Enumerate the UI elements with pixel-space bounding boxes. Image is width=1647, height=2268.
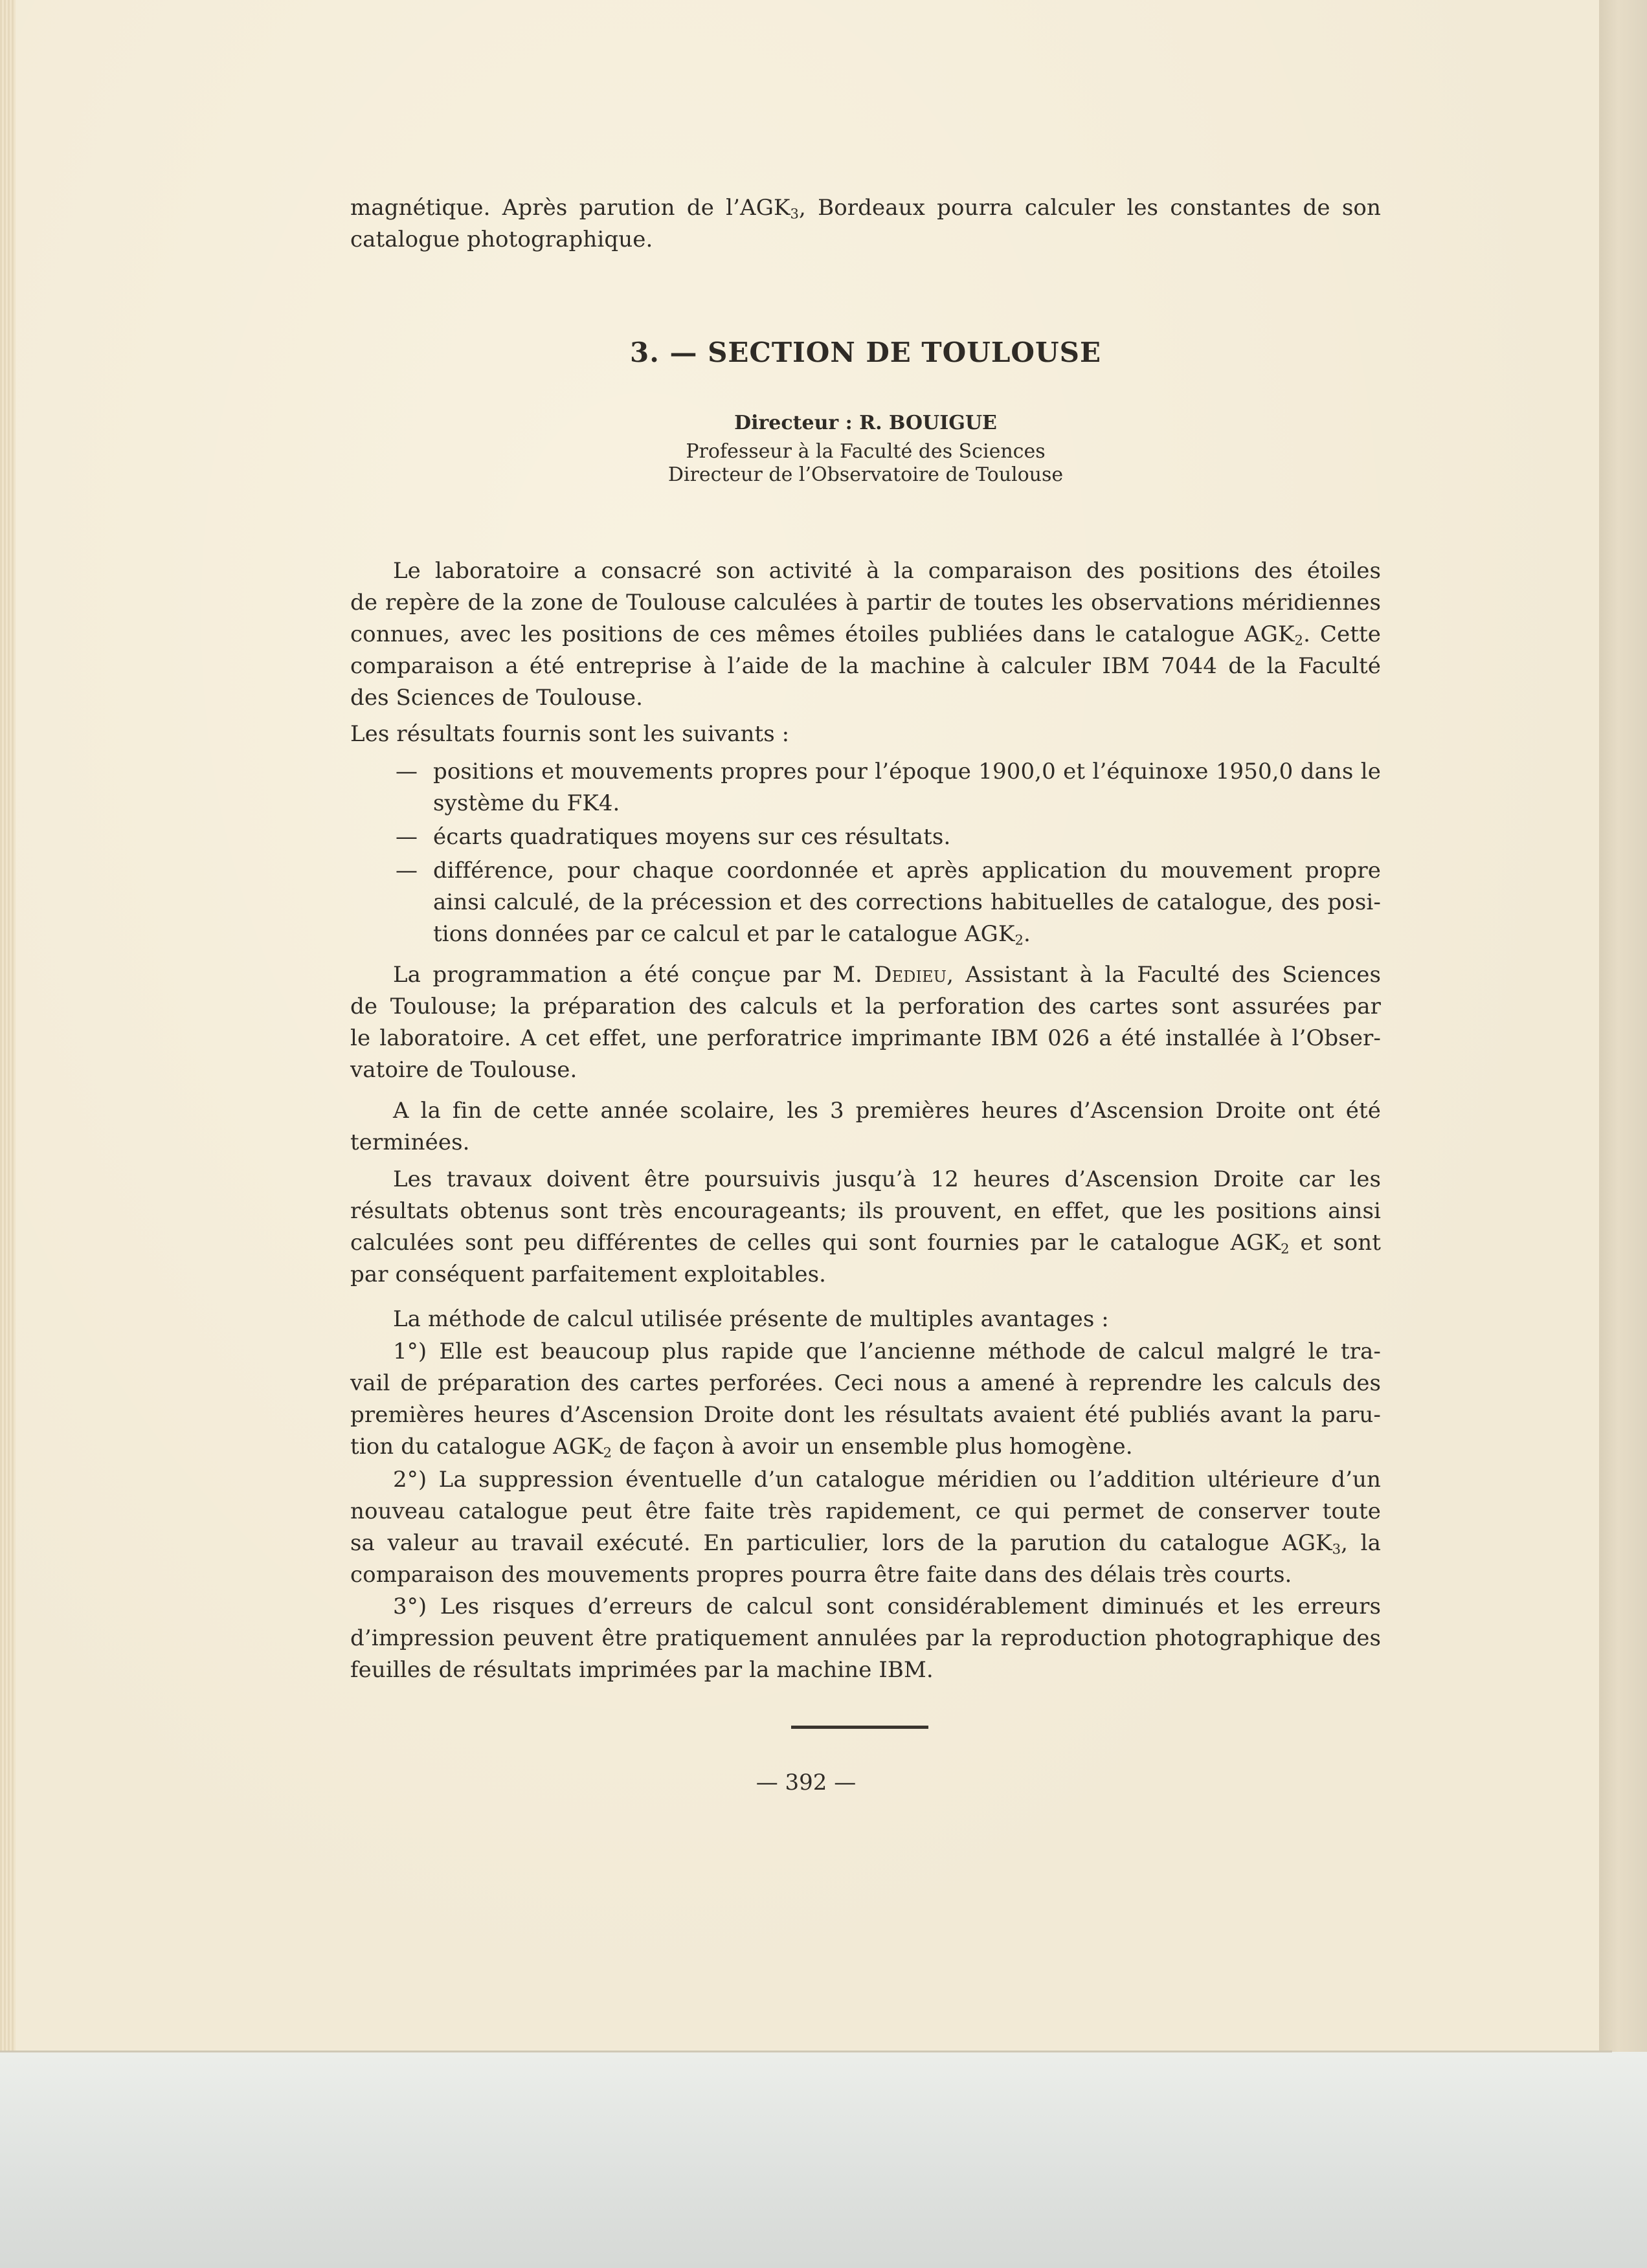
em-dash-bullet: — (396, 858, 418, 884)
subscript: 2 (603, 1444, 612, 1461)
paragraph-line: de Toulouse; la préparation des calculs et la perforation des cartes sont assurées par (350, 994, 1381, 1019)
page-edge-right (1599, 0, 1647, 2052)
paragraph-line: vatoire de Toulouse. (350, 1057, 577, 1083)
paragraph-methode: La méthode de calcul utilisée présente de multiples avantages : (393, 1306, 1109, 1332)
results-list-item (350, 821, 1381, 853)
paragraph-line: des Sciences de Toulouse. (350, 685, 644, 711)
paragraph-line: catalogue photographique. (350, 227, 653, 252)
subscript: 2 (1294, 632, 1304, 649)
paragraph-line: connues, avec les positions de ces mêmes étoiles publiées dans le catalogue $AGK_2$. Cette (350, 621, 1381, 649)
subscript: 3 (1332, 1540, 1341, 1557)
paragraph-line: calculées sont peu différentes de celles qui sont fournies par le catalogue $AGK_2$ et sont (350, 1230, 1382, 1257)
paragraph-line: nouveau catalogue peut être faite très rapidement, ce qui permet de conserver toute (350, 1498, 1381, 1524)
paragraph-comparison (350, 555, 1381, 714)
paragraph-line: terminées. (350, 1129, 470, 1155)
paragraph-line: magnétique. Après parution de $l’AGK_3$, Bordeaux pourra calculer les constantes de son (350, 195, 1381, 222)
paragraph-line: La programmation a été conçue par M. Dedieu, Assistant à la Faculté des Sciences (393, 962, 1382, 988)
results-list (350, 756, 1381, 950)
director-label: Directeur : (734, 412, 860, 434)
director-name: R. BOUIGUE (859, 412, 997, 434)
results-intro: Les résultats fournis sont les suivants : (350, 721, 790, 747)
em-dash-bullet: — (396, 824, 418, 850)
paragraph-line: sa valeur au travail exécuté. En particulier, lors de la parution du catalogue $AGK_3$, la (350, 1530, 1381, 1557)
paragraph-line: comparaison a été entreprise à l’aide de la machine à calculer IBM 7044 de la Faculté (350, 653, 1381, 679)
page-number: — 392 — (756, 1770, 857, 1796)
paragraph-line: Les travaux doivent être poursuivis jusqu’à 12 heures d’Ascension Droite car les (393, 1166, 1381, 1192)
paragraph-line: 1°) Elle est beaucoup plus rapide que l’ancienne méthode de calcul malgré le tra- (393, 1339, 1381, 1364)
paragraph-line: tion du catalogue $AGK_2$ de façon à avoir un ensemble plus homogène. (350, 1434, 1133, 1461)
advantage-1 (350, 1336, 1381, 1463)
paragraph-line: — écarts quadratiques moyens sur ces résultats. (350, 821, 1381, 853)
section-end-rule (791, 1726, 928, 1729)
paragraph-line: 2°) La suppression éventuelle d’un catalogue méridien ou l’addition ultérieure d’un (393, 1467, 1381, 1493)
page-bottom-edge (0, 2051, 1612, 2052)
director-affiliation-2: Directeur de l’Observatoire de Toulouse (667, 463, 1064, 486)
paragraph-line: d’impression peuvent être pratiquement annulées par la reproduction photographique des (350, 1625, 1381, 1651)
paragraph-line: résultats obtenus sont très encourageants; ils prouvent, en effet, que les positions ainsi (350, 1198, 1381, 1224)
paragraph-line: feuilles de résultats imprimées par la machine IBM. (350, 1657, 934, 1683)
director-affiliation-1: Professeur à la Faculté des Sciences (686, 440, 1046, 463)
page-stack-edge-left (0, 0, 16, 2052)
paragraph-line: de repère de la zone de Toulouse calculées à partir de toutes les observations méridiennes (350, 590, 1381, 616)
paragraph-line: premières heures d’Ascension Droite dont les résultats avaient été publiés avant la paru- (350, 1402, 1381, 1428)
paragraph-line: — différence, pour chaque coordonnée et après application du mouvement propre (350, 855, 1381, 887)
intro-paragraph (350, 192, 1381, 256)
section-title: 3. — SECTION DE TOULOUSE (630, 337, 1101, 368)
scanner-background (0, 2052, 1647, 2268)
director-line (350, 412, 1381, 434)
paragraph-line: par conséquent parfaitement exploitables. (350, 1262, 827, 1287)
paragraph-line: vail de préparation des cartes perforées. Ceci nous a amené à reprendre les calculs des (350, 1370, 1381, 1396)
paragraph-line: ainsi calculé, de la précession et des corrections habituelles de catalogue, des posi- (433, 889, 1381, 915)
paragraph-programmation (350, 959, 1381, 1086)
advantage-2 (350, 1464, 1381, 1591)
paragraph-line: — positions et mouvements propres pour l’époque 1900,0 et l’équinoxe 1950,0 dans le (350, 756, 1381, 788)
paragraph-line: tions données par ce calcul et par le catalogue $AGK_2$. (433, 921, 1031, 948)
paragraph-line: Le laboratoire a consacré son activité à la comparaison des positions des étoiles (393, 558, 1381, 584)
paragraph-line: le laboratoire. A cet effet, une perforatrice imprimante IBM 026 a été installée à l’Obser- (350, 1025, 1381, 1051)
results-list-item (350, 756, 1381, 819)
paragraph-line: système du FK4. (433, 790, 620, 816)
results-list-item (350, 855, 1381, 950)
paragraph-fin-annee (350, 1095, 1381, 1159)
subscript: 3 (790, 205, 799, 222)
subscript: 2 (1014, 931, 1024, 948)
paragraph-line: 3°) Les risques d’erreurs de calcul sont considérablement diminués et les erreurs (393, 1594, 1381, 1619)
paragraph-line: comparaison des mouvements propres pourra être faite dans des délais très courts. (350, 1562, 1292, 1588)
paragraph-line: A la fin de cette année scolaire, les 3 premières heures d’Ascension Droite ont été (393, 1098, 1381, 1124)
paragraph-travaux (350, 1164, 1381, 1291)
person-name-dedieu: Dedieu (874, 962, 947, 988)
em-dash-bullet: — (396, 759, 418, 784)
subscript: 2 (1281, 1240, 1290, 1257)
advantage-3 (350, 1591, 1381, 1686)
